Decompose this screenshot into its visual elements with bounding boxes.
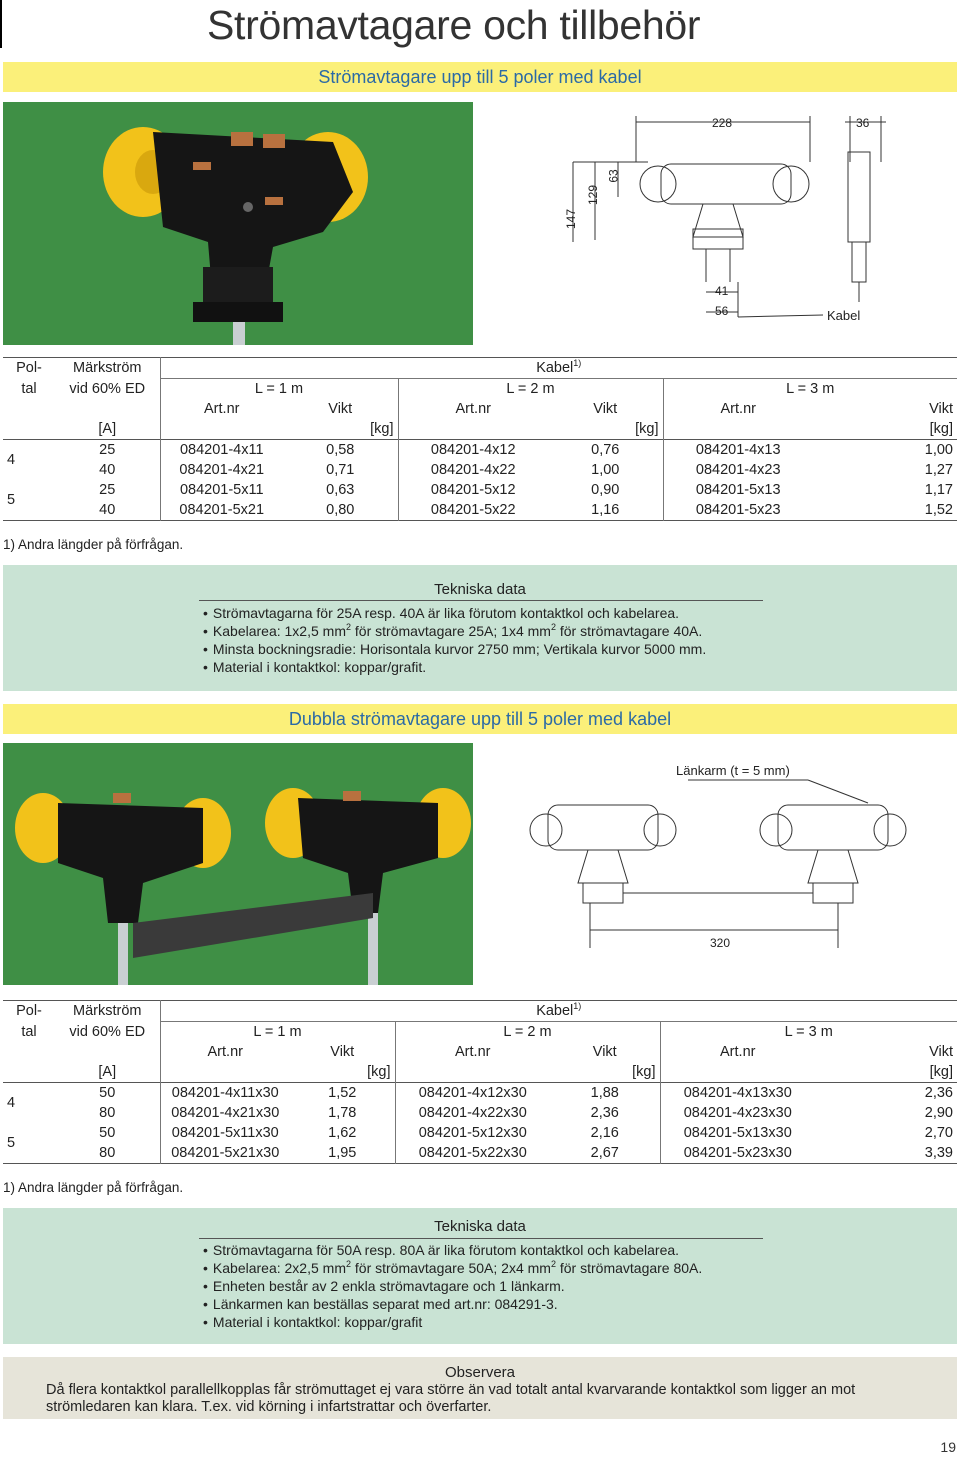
table-row	[3, 1103, 957, 1123]
cell-ampere: 80	[55, 1103, 160, 1123]
cell-vikt: 1,78	[290, 1103, 395, 1123]
cell-artnr: 084201-5x12x30	[418, 1125, 527, 1141]
section1-heading: Strömavtagare upp till 5 poler med kabel	[3, 62, 957, 92]
cell-artnr: 084201-5x11	[179, 482, 264, 498]
header-ed: vid 60% ED	[55, 1022, 160, 1043]
header-ampere: [A]	[55, 419, 160, 440]
section2-footnote: 1) Andra längder på förfrågan.	[3, 1180, 184, 1195]
cell-artnr: 084201-4x13	[695, 442, 781, 458]
cell-artnr: 084201-4x23	[695, 462, 781, 478]
cell-artnr: 084201-4x22	[430, 462, 516, 478]
tech-item-text: Strömavtagarna för 50A resp. 80A är lika förutom kontaktkol och kabelarea.	[212, 1242, 680, 1258]
cell-artnr: 084201-4x11x30	[171, 1085, 279, 1101]
section1-footnote: 1) Andra längder på förfrågan.	[3, 537, 184, 552]
header-tal: tal	[21, 1023, 37, 1040]
cell-artnr: 084201-4x23x30	[683, 1105, 792, 1121]
header-l3: L = 3 m	[663, 379, 957, 400]
cell-pol: 5	[7, 1135, 16, 1151]
header-kabel-sup: 1)	[573, 1001, 582, 1011]
tech-item-text: för strömavtagare 80A.	[555, 1260, 703, 1276]
cell-vikt: 0,76	[548, 440, 663, 461]
header-l1: L = 1 m	[160, 379, 398, 400]
cell-artnr: 084201-4x22x30	[418, 1105, 527, 1121]
double-collector-photo	[3, 743, 473, 985]
cell-vikt: 0,71	[283, 460, 398, 480]
header-ampere: [A]	[55, 1062, 160, 1083]
header-markstrom: Märkström	[55, 1001, 160, 1022]
dim-228-label: 228	[712, 116, 733, 130]
tech-item-sup: 2	[550, 1259, 556, 1269]
tech-item	[203, 658, 706, 676]
tech-item-text: Kabelarea: 1x2,5 mm	[212, 623, 346, 639]
dim-41-label: 41	[715, 284, 729, 298]
observe-text: Då flera kontaktkol parallellkopplas får strömuttaget ej vara större än vad totalt antal kvarvarande kontaktkol som ligger an mot strömledaren kan klara. T.ex. vid körning i infartstrattar och överfarter.	[46, 1382, 856, 1415]
cell-vikt: 2,36	[924, 1085, 953, 1101]
cell-vikt: 1,27	[924, 462, 953, 478]
section1-spec-table	[3, 357, 957, 521]
cell-pol: 4	[7, 452, 16, 468]
header-markstrom: Märkström	[55, 358, 160, 379]
tech-item-text: Kabelarea: 2x2,5 mm	[212, 1260, 346, 1276]
section1-tech-box	[3, 565, 957, 691]
dim-129-label: 129	[586, 184, 601, 206]
tech-title: Tekniska data	[434, 581, 526, 598]
header-vikt: Vikt	[550, 1042, 660, 1062]
cell-artnr: 084201-5x13	[695, 482, 781, 498]
cell-artnr: 084201-4x21	[179, 462, 265, 478]
cell-vikt: 0,80	[283, 500, 398, 521]
cell-vikt: 1,95	[290, 1143, 395, 1164]
tech-item-text: Minsta bockningsradie: Horisontala kurvor 2750 mm; Vertikala kurvor 5000 mm.	[212, 641, 707, 657]
table-row	[3, 500, 957, 521]
dim-63-label: 63	[606, 169, 621, 183]
header-kg: [kg]	[929, 421, 953, 437]
cell-artnr: 084201-4x13x30	[683, 1085, 792, 1101]
tech-item-text: för strömavtagare 40A.	[555, 623, 703, 639]
header-vikt: Vikt	[283, 399, 398, 419]
table-row	[3, 1123, 957, 1143]
tech-item-text: Länkarmen kan beställas separat med art.nr: 084291-3.	[212, 1296, 558, 1312]
dim-36-label: 36	[856, 116, 870, 130]
cell-vikt: 2,67	[550, 1143, 660, 1164]
page-title: Strömavtagare och tillbehör	[207, 2, 701, 48]
cell-artnr: 084201-5x21	[179, 502, 265, 518]
lankarm-label: Länkarm (t = 5 mm)	[676, 763, 790, 778]
tech-item-text: Material i kontaktkol: koppar/grafit.	[212, 659, 427, 675]
tech-title: Tekniska data	[434, 1218, 526, 1235]
header-l3: L = 3 m	[660, 1022, 957, 1043]
header-vikt: Vikt	[929, 401, 953, 417]
header-l2: L = 2 m	[398, 379, 663, 400]
tech-item	[203, 1259, 702, 1277]
cell-vikt: 0,58	[283, 440, 398, 461]
section2-tech-box	[3, 1208, 957, 1344]
header-artnr: Art.nr	[204, 401, 240, 417]
tech-item	[203, 622, 706, 640]
cell-ampere: 25	[55, 480, 160, 500]
cell-artnr: 084201-5x21x30	[171, 1145, 280, 1161]
cell-artnr: 084201-5x13x30	[683, 1125, 792, 1141]
tech-item-sup: 2	[345, 1259, 351, 1269]
tech-item	[203, 1313, 702, 1331]
header-l2: L = 2 m	[395, 1022, 660, 1043]
table-row	[3, 440, 957, 461]
cell-vikt: 2,16	[550, 1123, 660, 1143]
dim-320-label: 320	[710, 936, 731, 950]
tech-item-sup: 2	[550, 622, 556, 632]
page-number: 19	[940, 1439, 956, 1455]
cell-vikt: 2,36	[550, 1103, 660, 1123]
cell-vikt: 1,00	[548, 460, 663, 480]
cell-artnr: 084201-4x12	[430, 442, 516, 458]
cell-vikt: 3,39	[924, 1145, 953, 1161]
header-pol: Pol-	[16, 360, 42, 377]
observe-box	[3, 1357, 957, 1419]
tech-list	[203, 1241, 702, 1331]
cell-vikt: 1,52	[290, 1083, 395, 1104]
section2-heading: Dubbla strömavtagare upp till 5 poler med kabel	[3, 704, 957, 734]
tech-rule	[199, 1238, 763, 1239]
cell-artnr: 084201-5x12	[430, 482, 516, 498]
header-kg: [kg]	[290, 1062, 395, 1083]
cell-artnr: 084201-5x23	[695, 502, 781, 518]
cell-artnr: 084201-5x22x30	[418, 1145, 527, 1161]
tech-item	[203, 640, 706, 658]
cell-pol: 5	[7, 492, 16, 508]
cell-vikt: 2,90	[924, 1105, 953, 1121]
tech-item-text: Material i kontaktkol: koppar/grafit	[212, 1314, 423, 1330]
observe-title: Observera	[444, 1364, 516, 1381]
cell-vikt: 2,70	[924, 1125, 953, 1141]
double-collector-drawing	[488, 743, 957, 985]
cell-vikt: 1,00	[924, 442, 953, 458]
cell-vikt: 1,88	[550, 1083, 660, 1104]
header-l1: L = 1 m	[160, 1022, 395, 1043]
tech-list	[203, 604, 706, 676]
tech-item-text: för strömavtagare 50A; 2x4 mm	[351, 1260, 551, 1276]
tech-rule	[199, 600, 763, 601]
cell-ampere: 25	[55, 440, 160, 461]
header-tal: tal	[21, 380, 37, 397]
header-artnr: Art.nr	[455, 1044, 491, 1060]
section2-spec-table	[3, 1000, 957, 1164]
header-vikt: Vikt	[929, 1044, 953, 1060]
cell-artnr: 084201-4x21x30	[171, 1105, 280, 1121]
header-artnr: Art.nr	[720, 1044, 756, 1060]
title-rule	[0, 0, 2, 48]
header-kg: [kg]	[548, 419, 663, 440]
header-kabel-sup: 1)	[573, 358, 582, 368]
cell-ampere: 40	[55, 500, 160, 521]
header-vikt: Vikt	[548, 399, 663, 419]
tech-item	[203, 604, 706, 622]
header-artnr: Art.nr	[720, 401, 756, 417]
cell-vikt: 1,16	[548, 500, 663, 521]
cell-vikt: 0,90	[548, 480, 663, 500]
cell-artnr: 084201-4x11	[179, 442, 264, 458]
table-row	[3, 460, 957, 480]
cell-ampere: 80	[55, 1143, 160, 1164]
header-kabel: Kabel	[536, 1003, 574, 1019]
cell-artnr: 084201-5x22	[430, 502, 516, 518]
header-kabel: Kabel	[536, 360, 574, 376]
cell-ampere: 50	[55, 1083, 160, 1104]
header-kg: [kg]	[929, 1064, 953, 1080]
header-pol: Pol-	[16, 1003, 42, 1020]
header-vikt: Vikt	[290, 1042, 395, 1062]
kabel-label: Kabel	[827, 308, 861, 323]
cell-ampere: 50	[55, 1123, 160, 1143]
tech-item	[203, 1295, 702, 1313]
header-artnr: Art.nr	[455, 401, 491, 417]
tech-item-sup: 2	[345, 622, 351, 632]
cell-vikt: 1,52	[924, 502, 953, 518]
tech-item	[203, 1241, 702, 1259]
header-artnr: Art.nr	[207, 1044, 243, 1060]
cell-vikt: 1,62	[290, 1123, 395, 1143]
table-row	[3, 1143, 957, 1164]
table-row	[3, 480, 957, 500]
dim-56-label: 56	[715, 304, 729, 318]
table-row	[3, 1083, 957, 1104]
cell-artnr: 084201-4x12x30	[418, 1085, 527, 1101]
tech-item-text: för strömavtagare 25A; 1x4 mm	[351, 623, 551, 639]
header-kg: [kg]	[283, 419, 398, 440]
header-ed: vid 60% ED	[55, 379, 160, 400]
tech-item-text: Enheten består av 2 enkla strömavtagare och 1 länkarm.	[212, 1278, 565, 1294]
tech-item-text: Strömavtagarna för 25A resp. 40A är lika förutom kontaktkol och kabelarea.	[212, 605, 680, 621]
cell-artnr: 084201-5x11x30	[171, 1125, 279, 1141]
cell-vikt: 1,17	[924, 482, 953, 498]
cell-pol: 4	[7, 1095, 16, 1111]
header-kg: [kg]	[550, 1062, 660, 1083]
single-collector-photo	[3, 102, 473, 345]
cell-artnr: 084201-5x23x30	[683, 1145, 792, 1161]
cell-ampere: 40	[55, 460, 160, 480]
cell-vikt: 0,63	[283, 480, 398, 500]
single-collector-drawing	[488, 102, 957, 345]
tech-item	[203, 1277, 702, 1295]
dim-147-label: 147	[564, 208, 579, 230]
